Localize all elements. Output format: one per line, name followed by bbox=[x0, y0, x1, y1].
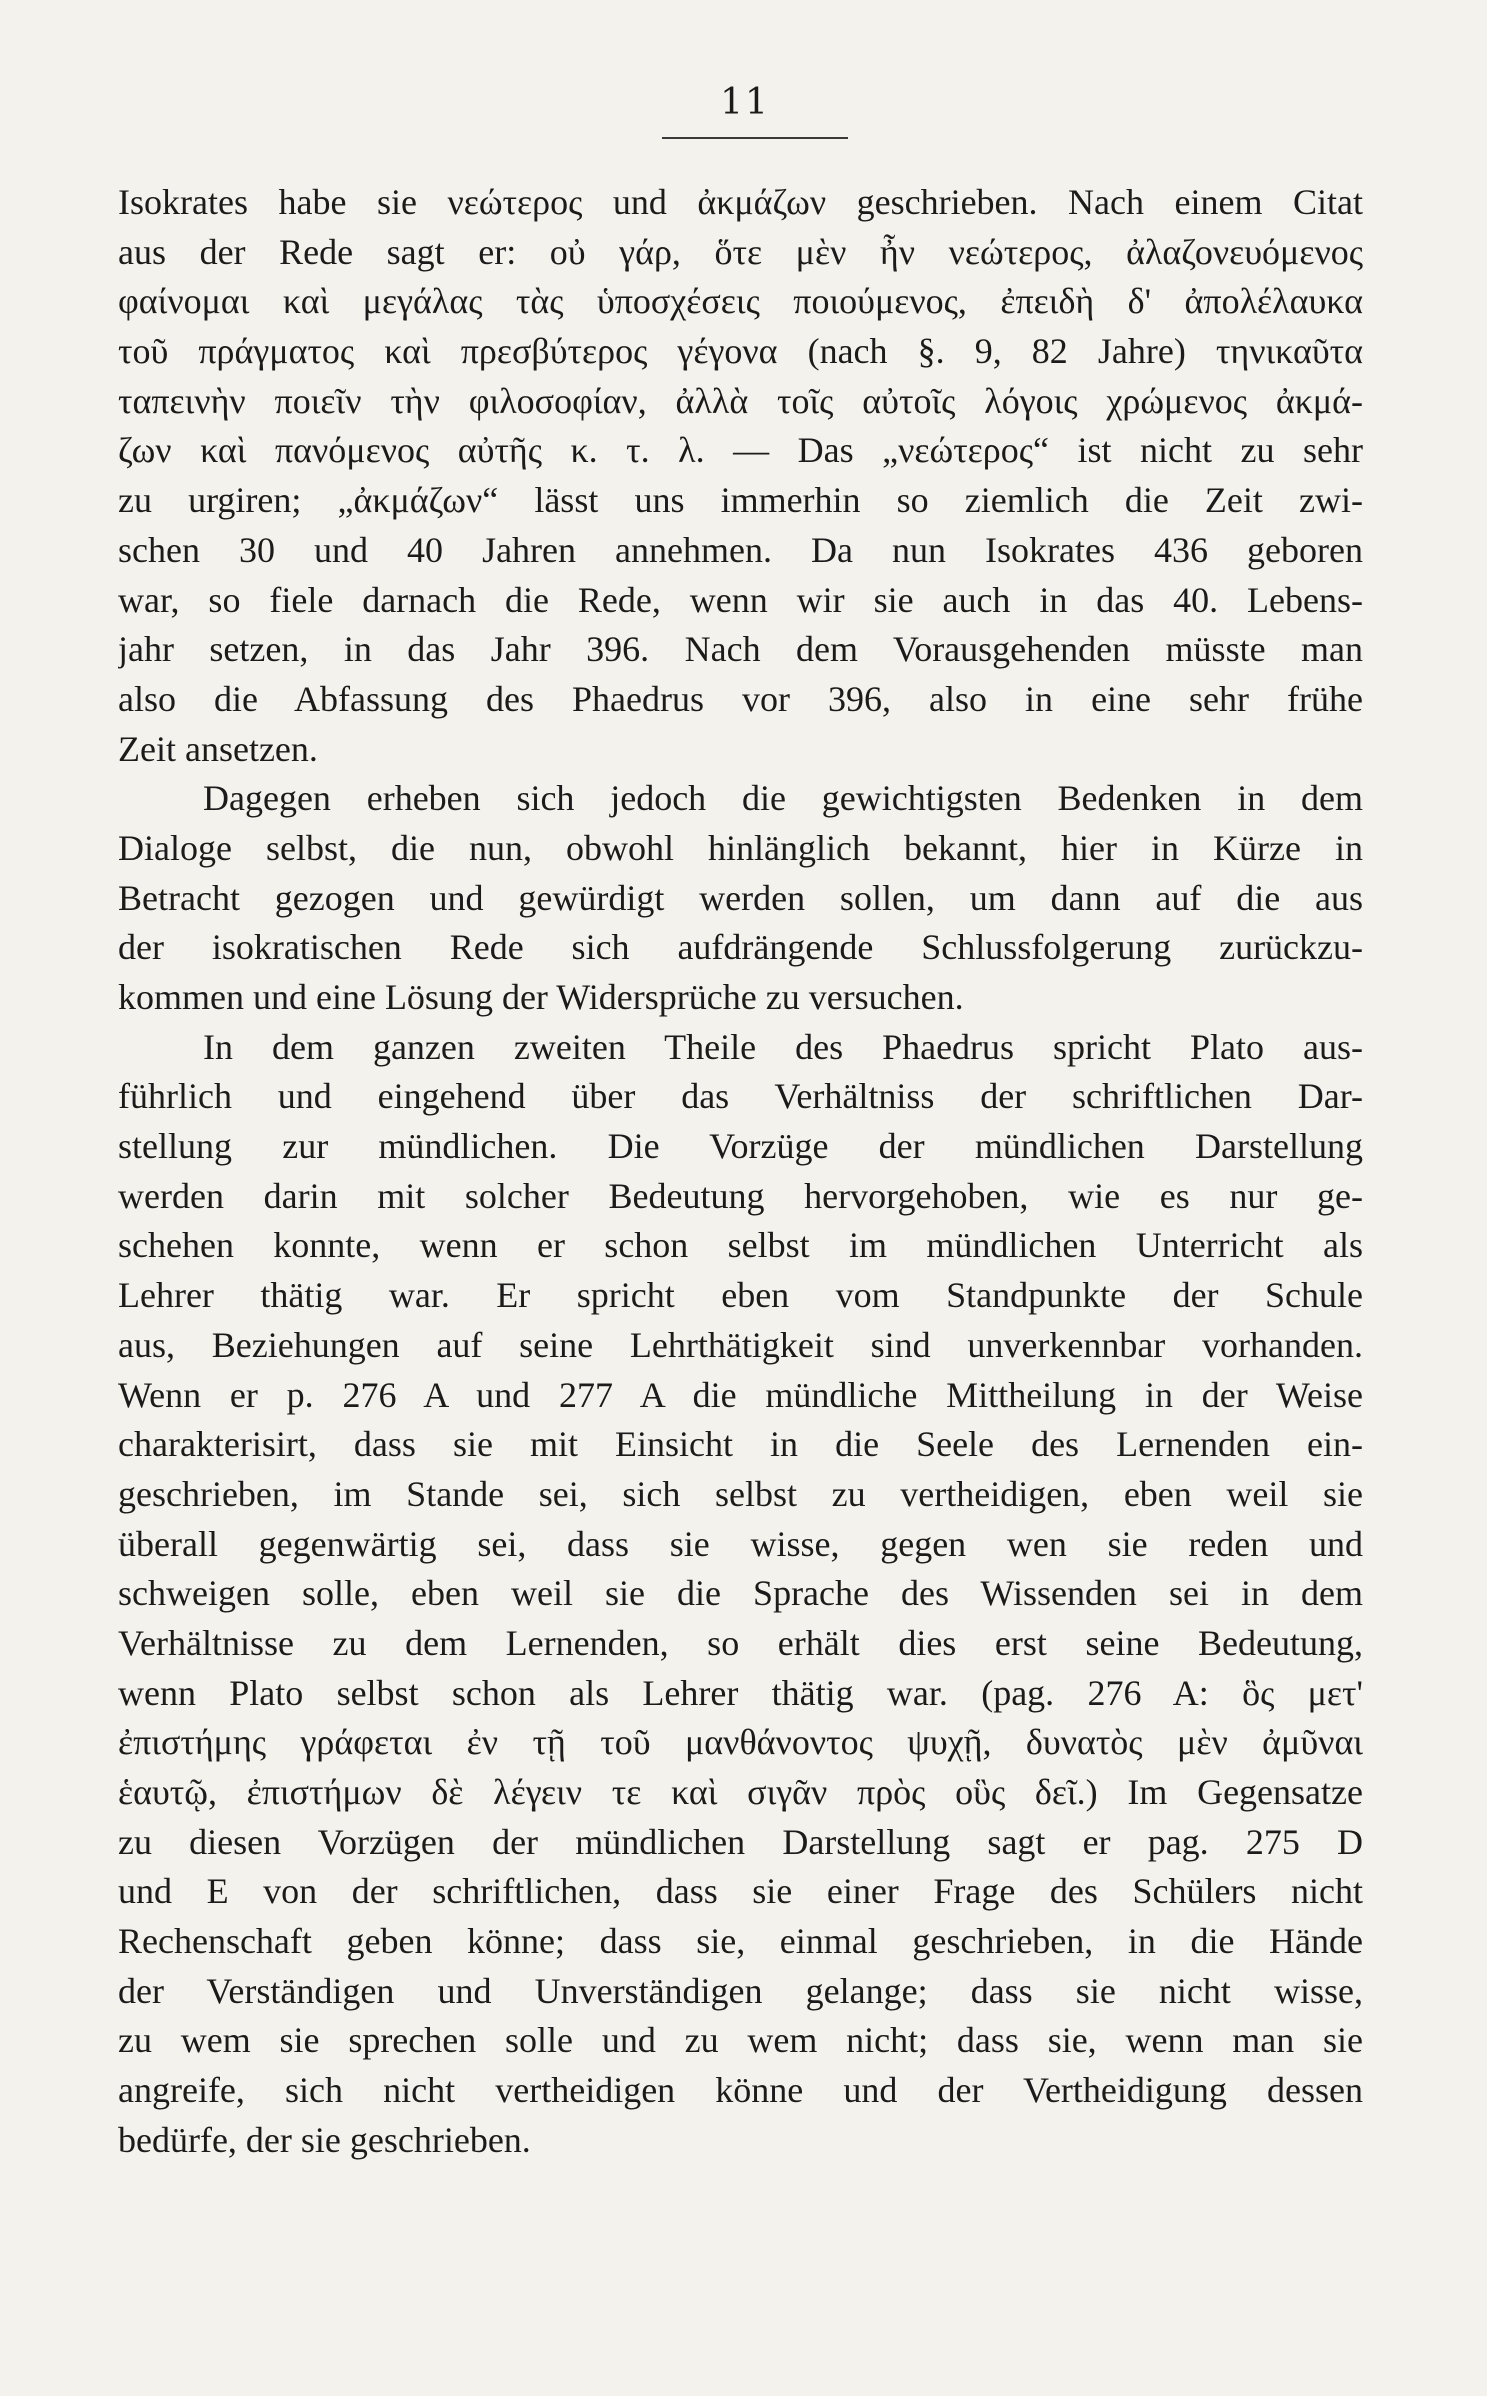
text-line: Isokrates habe sie νεώτερος und ἀκμάζων geschrieben. Nach einem Citat bbox=[118, 182, 1363, 222]
text-line: ζων καὶ πανόμενος αὐτῆς κ. τ. λ. — Das „νεώτερος“ ist nicht zu sehr bbox=[118, 430, 1363, 471]
text-line: Dialoge selbst, die nun, obwohl hinlänglich bekannt, hier in Kürze in bbox=[118, 827, 1363, 868]
text-line: kommen und eine Lösung der Widersprüche zu versuchen. bbox=[118, 977, 964, 1017]
text-line: Lehrer thätig war. Er spricht eben vom Standpunkte der Schule bbox=[118, 1275, 1363, 1316]
text-line: aus, Beziehungen auf seine Lehrthätigkeit sind unverkennbar vorhanden. bbox=[118, 1324, 1363, 1365]
text-line: zu wem sie sprechen solle und zu wem nicht; dass sie, wenn man sie bbox=[118, 2020, 1363, 2061]
text-line: ἑαυτῷ, ἐπιστήμων δὲ λέγειν τε καὶ σιγᾶν πρὸς οὓς δεῖ.) Im Gegensatze bbox=[118, 1772, 1363, 1812]
text-line: Verhältnisse zu dem Lernenden, so erhält dies erst seine Bedeutung, bbox=[118, 1622, 1363, 1663]
header-rule bbox=[662, 137, 848, 139]
text-line: Betracht gezogen und gewürdigt werden sollen, um dann auf die aus bbox=[118, 877, 1363, 918]
text-line: war, so fiele darnach die Rede, wenn wir sie auch in das 40. Lebens- bbox=[118, 579, 1363, 620]
text-line: Rechenschaft geben könne; dass sie, einmal geschrieben, in die Hände bbox=[118, 1921, 1363, 1962]
text-line: aus der Rede sagt er: οὐ γάρ, ὅτε μὲν ἦν νεώτερος, ἀλαζονευόμενος bbox=[118, 231, 1363, 272]
text-line: bedürfe, der sie geschrieben. bbox=[118, 2119, 531, 2160]
text-line: schen 30 und 40 Jahren annehmen. Da nun Isokrates 436 geboren bbox=[118, 529, 1363, 570]
text-line: schehen konnte, wenn er schon selbst im mündlichen Unterricht als bbox=[118, 1225, 1363, 1266]
text-line: werden darin mit solcher Bedeutung hervorgehoben, wie es nur ge- bbox=[118, 1175, 1363, 1216]
text-line: also die Abfassung des Phaedrus vor 396, also in eine sehr frühe bbox=[118, 678, 1363, 719]
text-line: und E von der schriftlichen, dass sie einer Frage des Schülers nicht bbox=[118, 1871, 1363, 1912]
text-line: zu diesen Vorzügen der mündlichen Darstellung sagt er pag. 275 D bbox=[118, 1821, 1363, 1862]
page-number: 11 bbox=[720, 82, 770, 123]
text-line: τοῦ πράγματος καὶ πρεσβύτερος γέγονα (nach §. 9, 82 Jahre) τηνικαῦτα bbox=[118, 331, 1363, 372]
text-line: charakterisirt, dass sie mit Einsicht in die Seele des Lernenden ein- bbox=[118, 1424, 1363, 1465]
text-line: ταπεινὴν ποιεῖν τὴν φιλοσοφίαν, ἀλλὰ τοῖς αὐτοῖς λόγοις χρώμενος ἀκμά- bbox=[118, 380, 1363, 421]
text-line: führlich und eingehend über das Verhältniss der schriftlichen Dar- bbox=[118, 1076, 1363, 1117]
text-line: angreife, sich nicht vertheidigen könne und der Vertheidigung dessen bbox=[118, 2070, 1363, 2111]
text-line: der isokratischen Rede sich aufdrängende Schlussfolgerung zurückzu- bbox=[118, 927, 1363, 968]
text-line: stellung zur mündlichen. Die Vorzüge der mündlichen Darstellung bbox=[118, 1126, 1363, 1167]
text-line: wenn Plato selbst schon als Lehrer thätig war. (pag. 276 A: ὃς μετ' bbox=[118, 1672, 1363, 1713]
text-line: Wenn er p. 276 A und 277 A die mündliche Mittheilung in der Weise bbox=[118, 1374, 1363, 1415]
text-line: φαίνομαι καὶ μεγάλας τὰς ὑποσχέσεις ποιούμενος, ἐπειδὴ δ' ἀπολέλαυκα bbox=[118, 281, 1363, 322]
text-line: überall gegenwärtig sei, dass sie wisse, gegen wen sie reden und bbox=[118, 1523, 1363, 1564]
text-line: der Verständigen und Unverständigen gelange; dass sie nicht wisse, bbox=[118, 1970, 1363, 2011]
body-text bbox=[118, 178, 1363, 2166]
text-line: zu urgiren; „ἀκμάζων“ lässt uns immerhin so ziemlich die Zeit zwi- bbox=[118, 480, 1363, 521]
text-line: In dem ganzen zweiten Theile des Phaedrus spricht Plato aus- bbox=[203, 1026, 1363, 1067]
text-line: Zeit ansetzen. bbox=[118, 728, 318, 769]
text-line: ἐπιστήμης γράφεται ἐν τῇ τοῦ μανθάνοντος ψυχῇ, δυνατὸς μὲν ἀμῦναι bbox=[118, 1722, 1363, 1763]
text-line: geschrieben, im Stande sei, sich selbst zu vertheidigen, eben weil sie bbox=[118, 1473, 1363, 1514]
text-line: Dagegen erheben sich jedoch die gewichtigsten Bedenken in dem bbox=[203, 778, 1363, 819]
text-line: schweigen solle, eben weil sie die Sprache des Wissenden sei in dem bbox=[118, 1573, 1363, 1614]
text-line: jahr setzen, in das Jahr 396. Nach dem Vorausgehenden müsste man bbox=[118, 629, 1363, 670]
